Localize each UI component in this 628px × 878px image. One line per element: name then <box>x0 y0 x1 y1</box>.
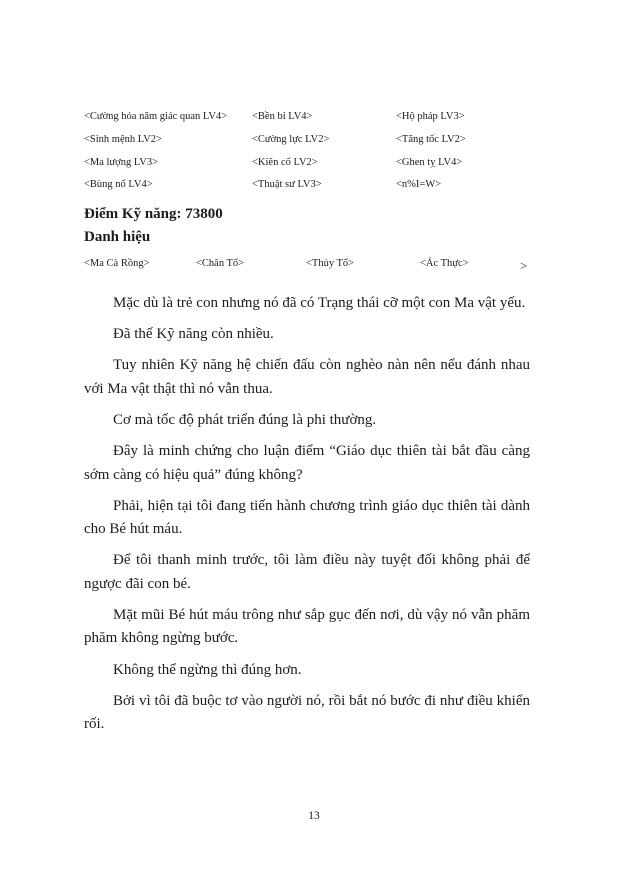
paragraph: Tuy nhiên Kỹ năng hệ chiến đấu còn nghèo nàn nên nếu đánh nhau với Ma vật thật thì nó vẫn thua. <box>84 357 530 397</box>
paragraph: Phải, hiện tại tôi đang tiến hành chương trình giáo dục thiên tài dành cho Bé hút máu. <box>84 497 530 538</box>
skills-row <box>84 134 544 157</box>
title-item: <Ma Cà Rồng> <box>84 258 150 269</box>
titles-list <box>84 258 530 274</box>
paragraph: Cơ mà tốc độ phát triển đúng là phi thường. <box>113 412 377 429</box>
skill-item: <n%I=W> <box>396 179 442 191</box>
titles-heading: Danh hiệu <box>84 229 151 245</box>
skills-row <box>84 179 544 202</box>
skill-item: <Hộ pháp LV3> <box>396 111 465 122</box>
skill-item: <Sinh mệnh LV2> <box>84 133 162 145</box>
skill-item: <Kiên cố LV2> <box>252 156 318 168</box>
skill-item: <Bền bỉ LV4> <box>252 111 313 122</box>
chevron-right-icon[interactable]: > <box>520 258 528 273</box>
paragraph: Mặt mũi Bé hút máu trông như sắp gục đến nơi, dù vậy nó vẫn phăm phăm không ngừng bước. <box>84 607 530 647</box>
paragraph: Mặc dù là trẻ con nhưng nó đã có Trạng thái cỡ một con Ma vật yếu. <box>113 295 526 311</box>
paragraph: Đã thế Kỹ năng còn nhiều. <box>113 326 274 343</box>
paragraph: Để tôi thanh minh trước, tôi làm điều này tuyệt đối không phải để ngược đãi con bé. <box>84 552 530 592</box>
skills-row <box>84 157 544 180</box>
skills-list <box>84 111 544 202</box>
title-item: <Chân Tổ> <box>196 258 245 269</box>
skill-item: <Bùng nổ LV4> <box>84 179 153 191</box>
skill-item: <Cường lực LV2> <box>252 133 330 145</box>
paragraph: Bởi vì tôi đã buộc tơ vào người nó, rồi bắt nó bước đi như điều khiển rối. <box>84 692 530 733</box>
skill-points-heading: Điểm Kỹ năng: 73800 <box>84 206 223 222</box>
skill-item: <Tăng tốc LV2> <box>396 133 466 145</box>
skill-item: <Ghen tỵ LV4> <box>396 156 463 168</box>
skill-item: <Thuật sư LV3> <box>252 179 322 191</box>
skill-item: <Cường hóa năm giác quan LV4> <box>84 111 228 122</box>
title-item: <Thủy Tổ> <box>306 258 355 269</box>
page-number: 13 <box>308 810 320 822</box>
skill-item: <Ma lượng LV3> <box>84 156 159 168</box>
title-item: <Ác Thực> <box>420 258 469 269</box>
paragraph: Không thể ngừng thì đúng hơn. <box>113 661 302 678</box>
skills-row <box>84 111 544 134</box>
paragraph: Đây là minh chứng cho luận điểm “Giáo dục thiên tài bắt đầu càng sớm càng có hiệu quả” đúng không? <box>84 443 530 483</box>
body-text <box>84 292 530 744</box>
